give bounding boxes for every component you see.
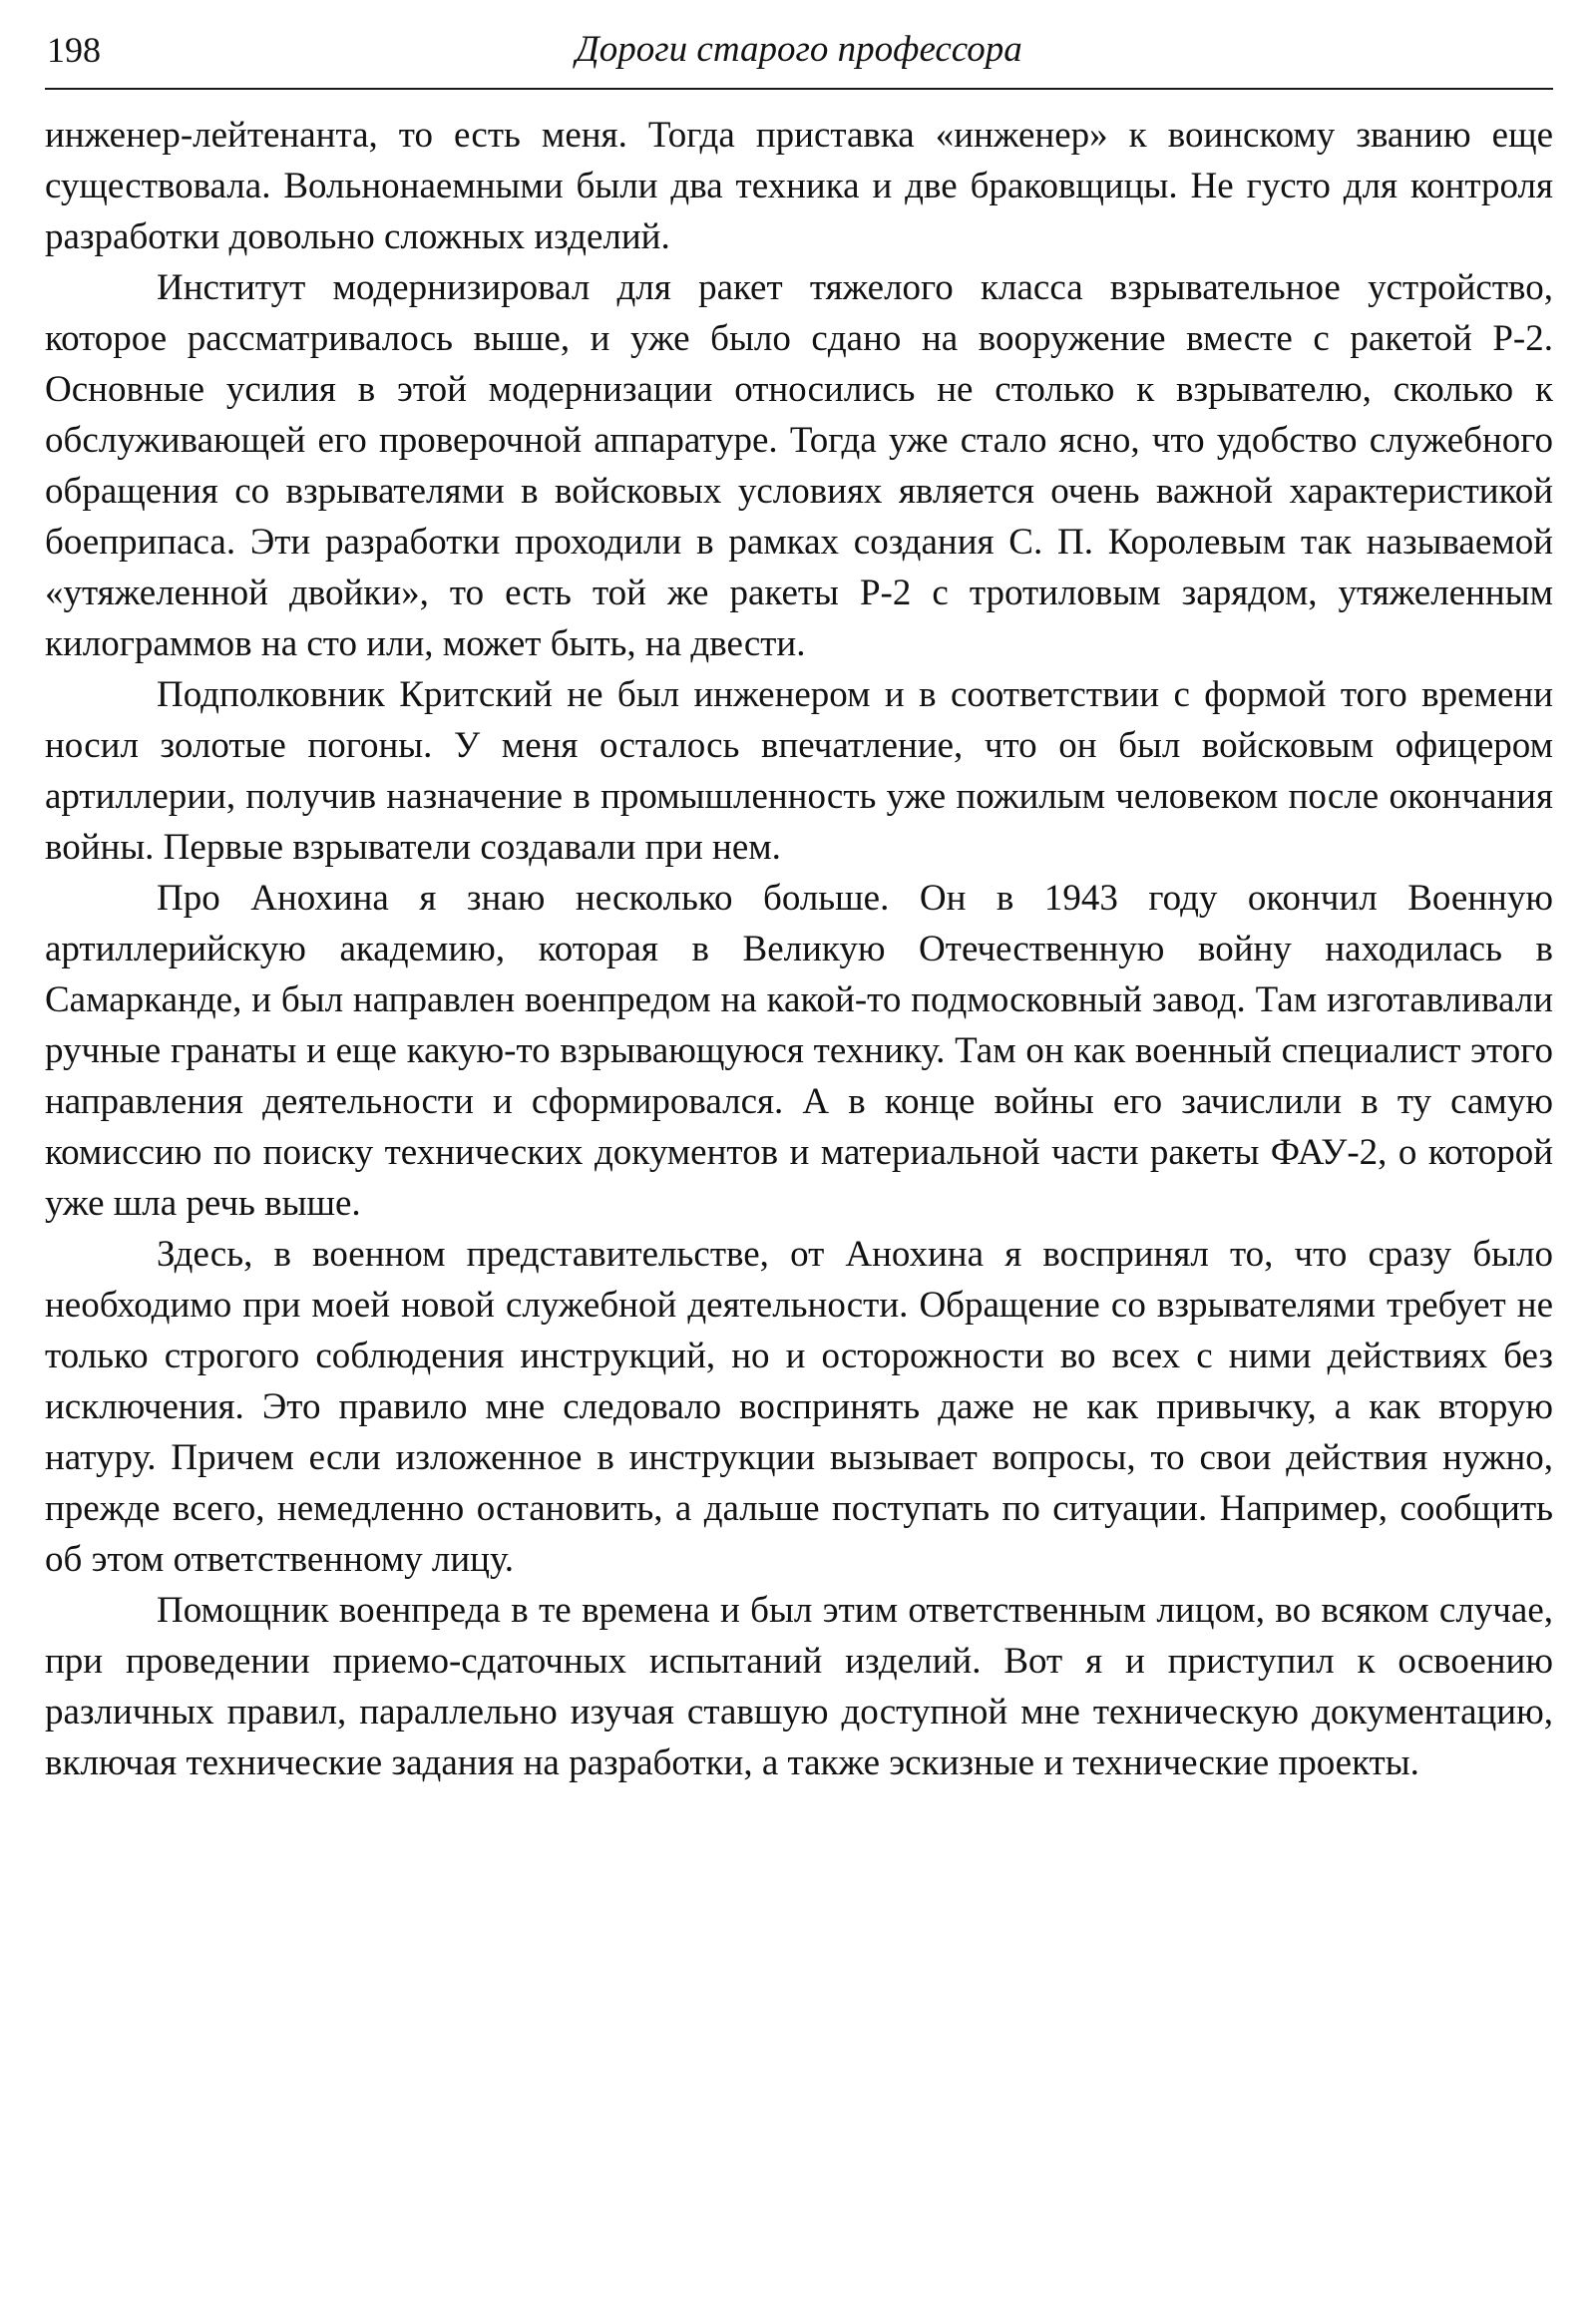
paragraph: инженер-лейтенанта, то есть меня. Тогда приставка «инженер» к воинскому званию еще существовала. Вольнонаемными были два техника и две браковщицы. Не густо для контроля разработки довольно сложных изделий. <box>45 115 1553 257</box>
paragraph: Институт модернизировал для ракет тяжелого класса взрывательное устройство, которое рассматривалось выше, и уже было сдано на вооружение вместе с ракетой Р-2. Основные усилия в этой модернизации относились не столько к взрывателю, сколько к обслуживающей его проверочной аппаратуре. Тогда уже стало ясно, что удобство служебного обращения со взрывателями в войсковых условиях является очень важной характеристикой боеприпаса. Эти разработки проходили в рамках создания С. П. Королевым так называемой «утяжеленной двойки», то есть той же ракеты Р-2 с тротиловым зарядом, утяжеленным килограммов на сто или, может быть, на двести. <box>45 267 1553 664</box>
running-head <box>45 24 1553 90</box>
paragraph: Подполковник Критский не был инженером и в соответствии с формой того времени носил золотые погоны. У меня осталось впечатление, что он был войсковым офицером артиллерии, получив назначение в промышленность уже пожилым человеком после окончания войны. Первые взрыватели создавали при нем. <box>45 674 1553 868</box>
paragraph: Помощник военпреда в те времена и был этим ответственным лицом, во всяком случае, при проведении приемо-сдаточных испытаний изделий. Вот я и приступил к освоению различных правил, параллельно изучая ставшую доступной мне техническую документацию, включая технические задания на разработки, а также эскизные и технические проекты. <box>45 1590 1553 1783</box>
paragraph: Про Анохина я знаю несколько больше. Он в 1943 году окончил Военную артиллерийскую академию, которая в Великую Отечественную войну находилась в Самарканде, и был направлен военпредом на какой-то подмосковный завод. Там изготавливали ручные гранаты и еще какую-то взрывающуюся технику. Там он как военный специалист этого направления деятельности и сформировался. А в конце войны его зачислили в ту самую комиссию по поиску технических документов и материальной части ракеты ФАУ-2, о которой уже шла речь выше. <box>45 878 1553 1224</box>
running-title: Дороги старого профессора <box>576 29 1022 70</box>
paragraph: Здесь, в военном представительстве, от Анохина я воспринял то, что сразу было необходимо при моей новой служебной деятельности. Обращение со взрывателями требует не только строгого соблюдения инструкций, но и осторожности во всех с ними действиях без исключения. Это правило мне следовало воспринять даже не как привычку, а как вторую натуру. Причем если изложенное в инструкции вызывает вопросы, то свои действия нужно, прежде всего, немедленно остановить, а дальше поступать по ситуации. Например, сообщить об этом ответственному лицу. <box>45 1234 1553 1580</box>
body-text <box>45 110 1553 1788</box>
page-number: 198 <box>47 30 101 70</box>
book-page <box>45 24 1553 1788</box>
